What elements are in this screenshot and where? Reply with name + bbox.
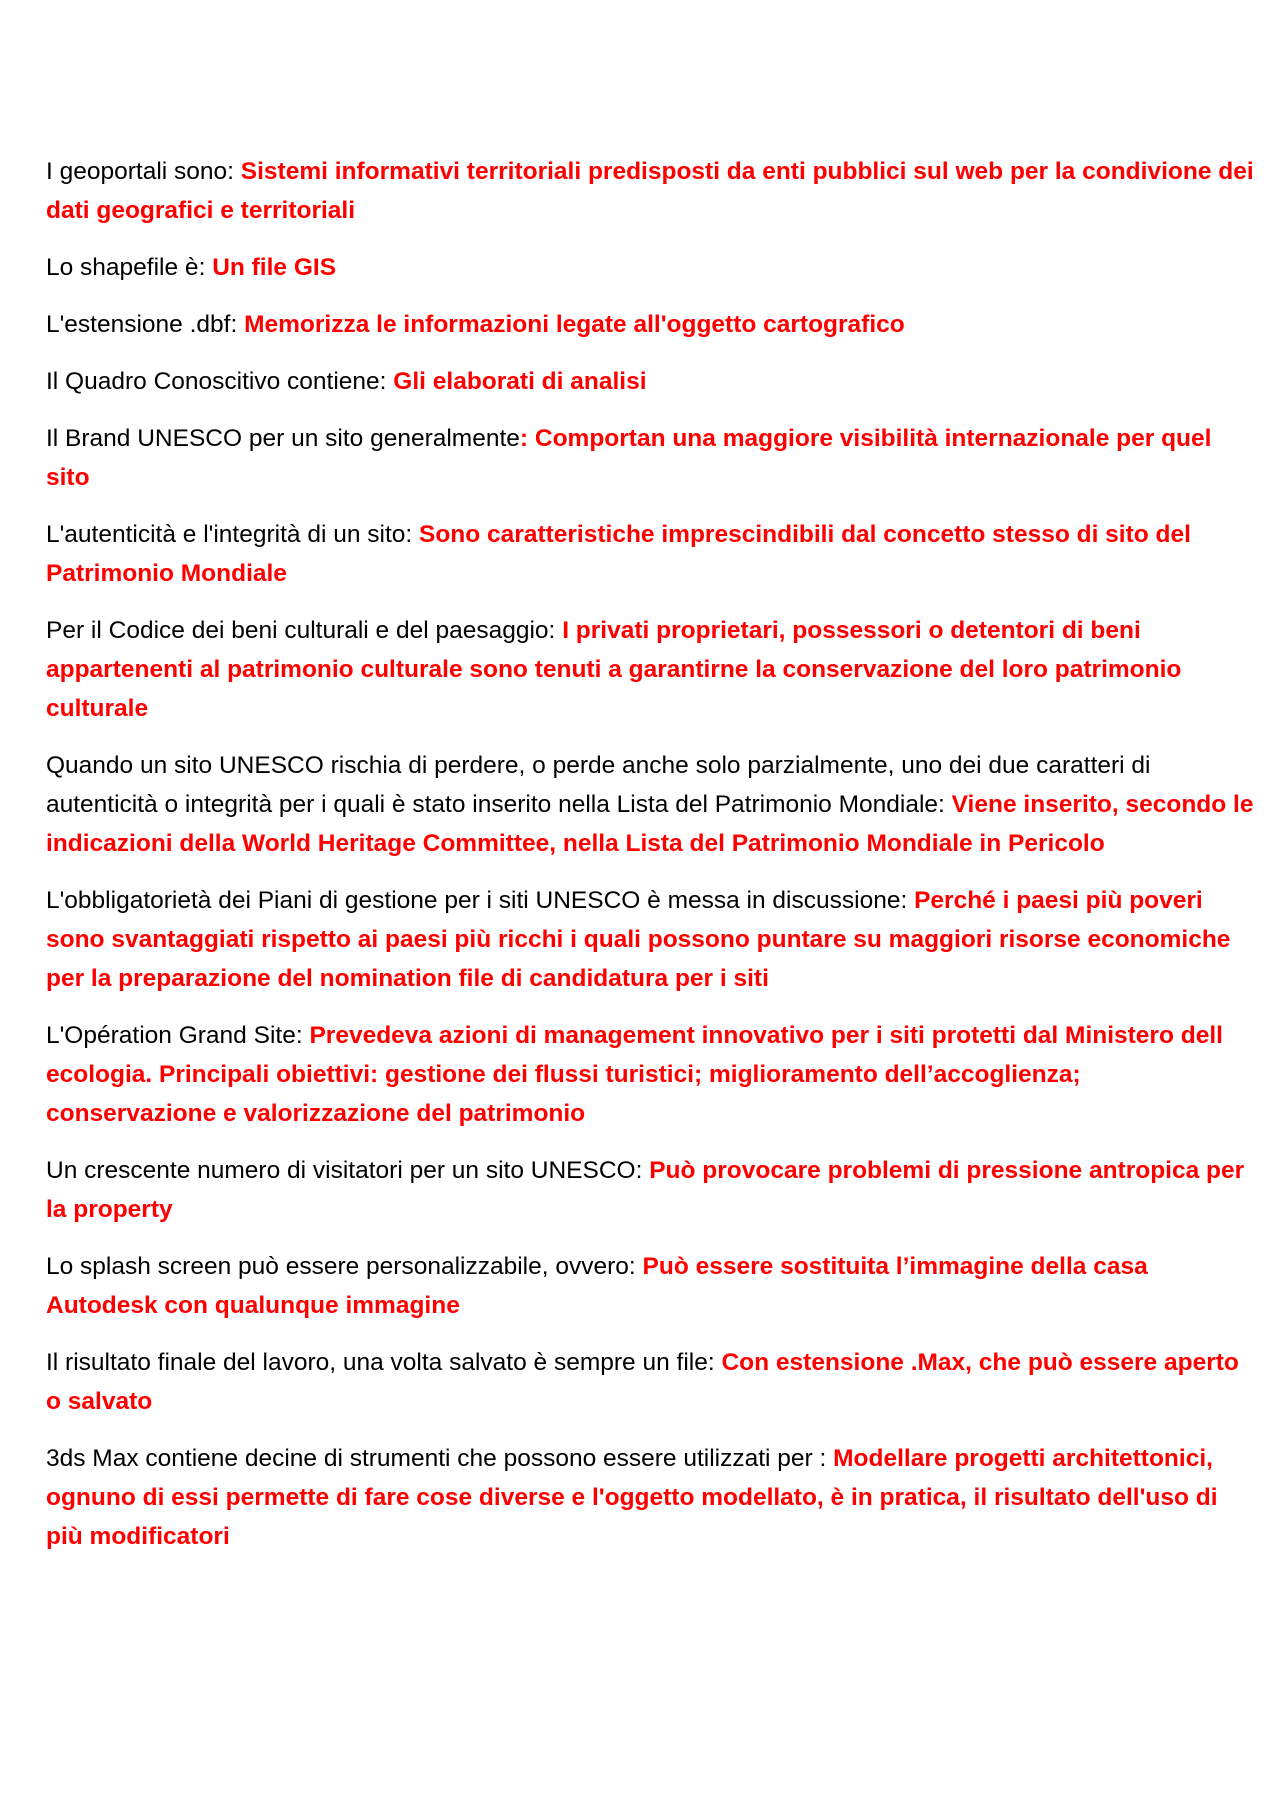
qa-item — [46, 1343, 1254, 1421]
answer-text: Memorizza le informazioni legate all'oggetto cartografico — [244, 311, 905, 338]
question-text: I geoportali sono: — [46, 158, 241, 185]
answer-text: : Comportan una maggiore visibilità internazionale per quel sito — [46, 425, 1212, 491]
question-text: Il Brand UNESCO per un sito generalmente — [46, 425, 520, 452]
question-text: Il Quadro Conoscitivo contiene: — [46, 368, 394, 395]
answer-text: Gli elaborati di analisi — [393, 368, 647, 395]
answer-text: I privati proprietari, possessori o detentori di beni appartenenti al patrimonio culturale sono tenuti a garantirne la conservazione del loro patrimonio culturale — [46, 617, 1182, 722]
question-text: L'estensione .dbf: — [46, 311, 245, 338]
answer-text: Modellare progetti architettonici, ognuno di essi permette di fare cose diverse e l'oggetto modellato, è in pratica, il risultato dell'uso di più modificatori — [46, 1445, 1218, 1550]
qa-item — [46, 362, 1254, 401]
qa-item — [46, 152, 1254, 230]
question-text: 3ds Max contiene decine di strumenti che possono essere utilizzati per : — [46, 1445, 834, 1472]
qa-item — [46, 881, 1254, 998]
question-text: Lo splash screen può essere personalizzabile, ovvero: — [46, 1253, 643, 1280]
answer-text: Sono caratteristiche imprescindibili dal concetto stesso di sito del Patrimonio Mondiale — [46, 521, 1191, 587]
qa-item — [46, 1151, 1254, 1229]
answer-text: Può essere sostituita l’immagine della casa Autodesk con qualunque immagine — [46, 1253, 1148, 1319]
qa-item — [46, 515, 1254, 593]
answer-text: Prevedeva azioni di management innovativo per i siti protetti dal Ministero dell ecologia. Principali obiettivi: gestione dei flussi turistici; miglioramento dell’accoglienza; conservazione e valorizzazione del patrimonio — [46, 1022, 1223, 1127]
answer-text: Un file GIS — [212, 254, 337, 281]
question-text: L'obbligatorietà dei Piani di gestione per i siti UNESCO è messa in discussione: — [46, 887, 915, 914]
question-text: Un crescente numero di visitatori per un sito UNESCO: — [46, 1157, 650, 1184]
answer-text: Viene inserito, secondo le indicazioni della World Heritage Committee, nella Lista del Patrimonio Mondiale in Pericolo — [46, 791, 1254, 857]
qa-item — [46, 611, 1254, 728]
qa-item — [46, 746, 1254, 863]
qa-item — [46, 248, 1254, 287]
answer-text: Con estensione .Max, che può essere aperto o salvato — [46, 1349, 1239, 1415]
qa-item — [46, 1016, 1254, 1133]
qa-item — [46, 305, 1254, 344]
question-text: Il risultato finale del lavoro, una volta salvato è sempre un file: — [46, 1349, 722, 1376]
qa-item — [46, 419, 1254, 497]
answer-text: Perché i paesi più poveri sono svantaggiati rispetto ai paesi più ricchi i quali possono puntare su maggiori risorse economiche per la preparazione del nomination file di candidatura per i siti — [46, 887, 1231, 992]
question-text: Lo shapefile è: — [46, 254, 213, 281]
question-text: L'Opération Grand Site: — [46, 1022, 310, 1049]
qa-list — [46, 152, 1254, 1574]
question-text: L'autenticità e l'integrità di un sito: — [46, 521, 419, 548]
answer-text: Sistemi informativi territoriali predisposti da enti pubblici sul web per la condivione dei dati geografici e territoriali — [46, 158, 1254, 224]
question-text: Quando un sito UNESCO rischia di perdere, o perde anche solo parzialmente, uno dei due caratteri di autenticità o integrità per i quali è stato inserito nella Lista del Patrimonio Mondiale: — [46, 752, 1151, 818]
question-text: Per il Codice dei beni culturali e del paesaggio: — [46, 617, 563, 644]
qa-item — [46, 1439, 1254, 1556]
qa-item — [46, 1247, 1254, 1325]
answer-text: Può provocare problemi di pressione antropica per la property — [46, 1157, 1245, 1223]
